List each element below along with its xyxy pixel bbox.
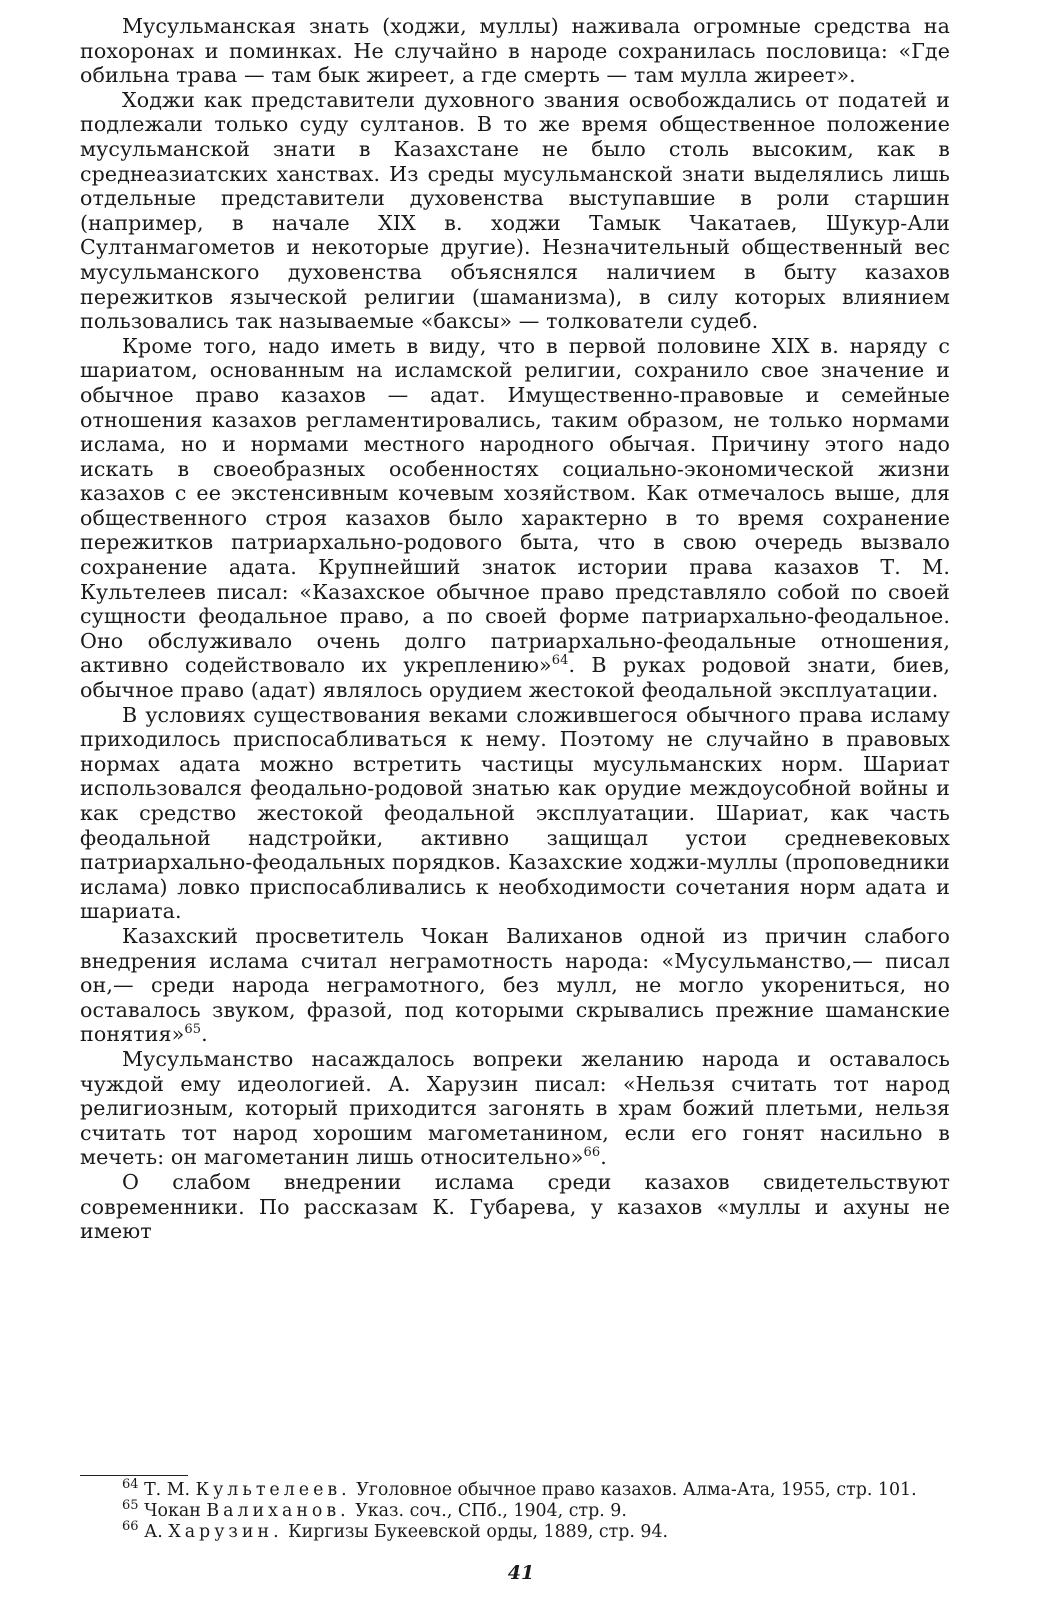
footnote-66: $^{66}$ А. Харузин. Киргизы Букеевской орды, 1889, стр. 94. [122,1519,669,1542]
paragraph-1: Мусульманская знать (ходжи, муллы) наживала огромные средства на похоронах и поминках. Не случайно в народе сохранилась пословица: «Где обильна трава — там бык жиреет, а где смерть — там мулла жиреет». [80,14,950,88]
footnote-ref-66: 66 [583,1145,601,1161]
paragraph-4: В условиях существования веками сложившегося обычного права исламу приходилось приспосабливаться к нему. Поэтому не случайно в правовых нормах адата можно встретить частицы мусульманских норм. Шариат использовался феодально-родовой знатью как орудие междоусобной войны и как средство жестокой феодальной эксплуатации. Шариат, как часть феодальной надстройки, активно защищал устои средневековых патриархально-феодальных порядков. Казахские ходжи-муллы (проповедники ислама) ловко приспосабливались к необходимости сочетания норм адата и шариата. [80,702,950,924]
footnotes [80,1475,950,1543]
footnote-65: $^{65}$ Чокан Валиханов. Указ. соч., СПб., 1904, стр. 9. [122,1498,627,1521]
paragraph-3: Кроме того, надо иметь в виду, что в первой половине XIX в. наряду с шариатом, основанным на исламской религии, сохранило свое значение и обычное право казахов — адат. Имущественно-правовые и семейные отношения казахов регламентировались, таким образом, не только нормами ислама, но и нормами местного народного обычая. Причину этого надо искать в своеобразных особенностях социально-экономической жизни казахов с ее экстенсивным кочевым хозяйством. Как отмечалось выше, для общественного строя казахов было характерно в то время сохранение пережитков патриархально-родового быта, что в свою очередь вызвало сохранение адата. Крупнейший знаток истории права казахов Т. М. Культелеев писал: «Казахское обычное право представляло собой по своей сущности феодальное право, а по своей форме патриархально-феодальное. Оно обслуживало очень долго патриархально-феодальные отношения, активно содействовало их укреплению»$^{64}$. В руках родовой знати, биев, обычное право (адат) являлось орудием жестокой феодальной эксплуатации. [80,333,950,703]
paragraph-6: Мусульманство насаждалось вопреки желанию народа и оставалось чуждой ему идеологией. А. Харузин писал: «Нельзя считать тот народ религиозным, который приходится загонять в храм божий плетьми, нельзя считать тот народ хорошим магометанином, если его гонят насильно в мечеть: он магометанин лишь относительно»$^{66}$. [80,1046,950,1170]
paragraph-5: Казахский просветитель Чокан Валиханов одной из причин слабого внедрения ислама считал неграмотность народа: «Мусульманство,— писал он,— среди народа неграмотного, без мулл, не могло укорениться, но оставалось звуком, фразой, под которыми скрывались прежние шаманские понятия»$^{65}$. [80,923,950,1047]
page-number: 41 [507,1562,535,1584]
paragraph-7: О слабом внедрении ислама среди казахов свидетельствуют современники. По рассказам К. Губарева, у казахов «муллы и ахуны не имеют [80,1169,950,1244]
footnote-ref-64: 64 [551,653,569,669]
footnote-ref-65: 65 [184,1022,202,1038]
page-body [80,14,950,1244]
footnote-64: $^{64}$ Т. М. Культелеев. Уголовное обычное право казахов. Алма-Ата, 1955, стр. 101. [122,1477,917,1500]
paragraph-2: Ходжи как представители духовного звания освобождались от податей и подлежали только суду султанов. В то же время общественное положение мусульманской знати в Казахстане не было столь высоким, как в среднеазиатских ханствах. Из среды мусульманской знати выделялись лишь отдельные представители духовенства выступавшие в роли старшин (например, в начале XIX в. ходжи Тамык Чакатаев, Шукур-Али Султанмагометов и некоторые другие). Незначительный общественный вес мусульманского духовенства объяснялся наличием в быту казахов пережитков языческой религии (шаманизма), в силу которых влиянием пользовались так называемые «баксы» — толкователи судеб. [80,87,950,334]
footnote-divider [80,1475,188,1476]
